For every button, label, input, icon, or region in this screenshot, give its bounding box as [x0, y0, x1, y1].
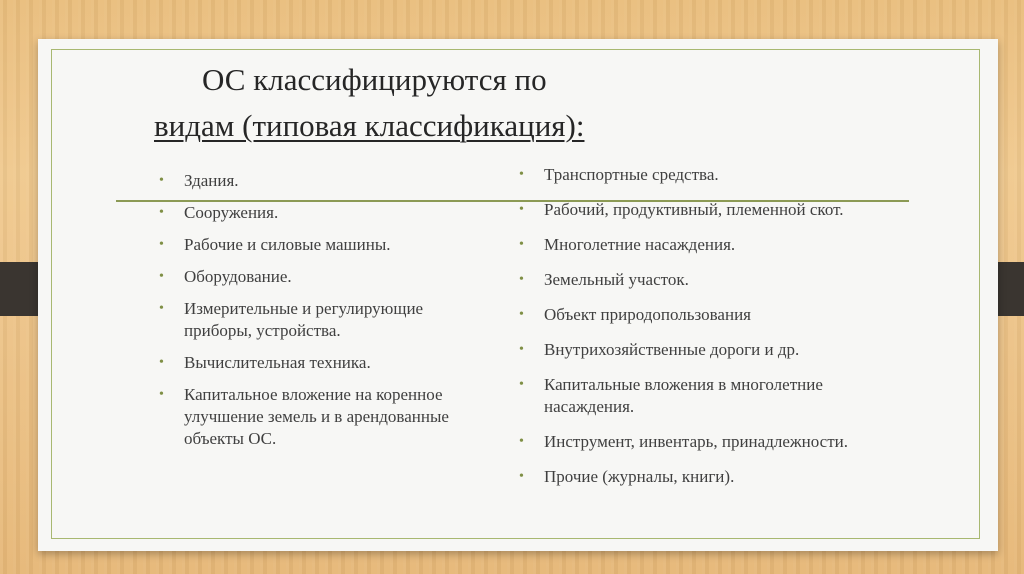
bullet-icon: •: [519, 237, 524, 252]
list-item: • Инструмент, инвентарь, принадлежности.: [519, 432, 848, 451]
list-item: • Земельный участок.: [519, 270, 689, 289]
bullet-icon: •: [519, 434, 524, 449]
slide-title-line1: ОС классифицируются по: [202, 62, 547, 97]
bullet-icon: •: [519, 342, 524, 357]
list-item: • Капитальное вложение на коренное улучшение земель и в арендованные объекты ОС.: [159, 385, 449, 448]
list-item: • Внутрихозяйственные дороги и др.: [519, 340, 800, 359]
list-item: • Капитальные вложения в многолетние насаждения.: [519, 375, 823, 416]
bullet-icon: •: [519, 307, 524, 322]
list-item: • Многолетние насаждения.: [519, 235, 736, 254]
list-item: • Транспортные средства.: [519, 165, 719, 184]
list-item: • Сооружения.: [159, 203, 279, 222]
list-item: • Оборудование.: [159, 267, 292, 286]
list-item: • Здания.: [159, 171, 239, 190]
bullet-icon: •: [519, 272, 524, 287]
list-item: • Измерительные и регулирующие приборы, устройства.: [159, 299, 424, 340]
list-item: • Рабочий, продуктивный, племенной скот.: [519, 200, 844, 219]
slide-card: [38, 39, 998, 551]
list-item: • Объект природопользования: [519, 305, 751, 324]
slide-title: [38, 57, 998, 149]
list-item: • Рабочие и силовые машины.: [159, 235, 391, 254]
list-item: • Вычислительная техника.: [159, 353, 371, 372]
bullet-icon: •: [159, 301, 164, 316]
bullet-icon: •: [519, 167, 524, 182]
right-bullet-list: [519, 164, 904, 501]
bullet-icon: •: [519, 202, 524, 217]
bullet-icon: •: [159, 237, 164, 252]
bullet-icon: •: [159, 173, 164, 188]
bullet-icon: •: [159, 387, 164, 402]
list-item: • Прочие (журналы, книги).: [519, 467, 735, 486]
bullet-icon: •: [159, 355, 164, 370]
left-bullet-list: [159, 170, 494, 460]
slide-title-line2: видам (типовая классификация):: [154, 108, 585, 143]
bullet-icon: •: [159, 269, 164, 284]
bullet-icon: •: [159, 205, 164, 220]
bullet-icon: •: [519, 469, 524, 484]
bullet-icon: •: [519, 377, 524, 392]
